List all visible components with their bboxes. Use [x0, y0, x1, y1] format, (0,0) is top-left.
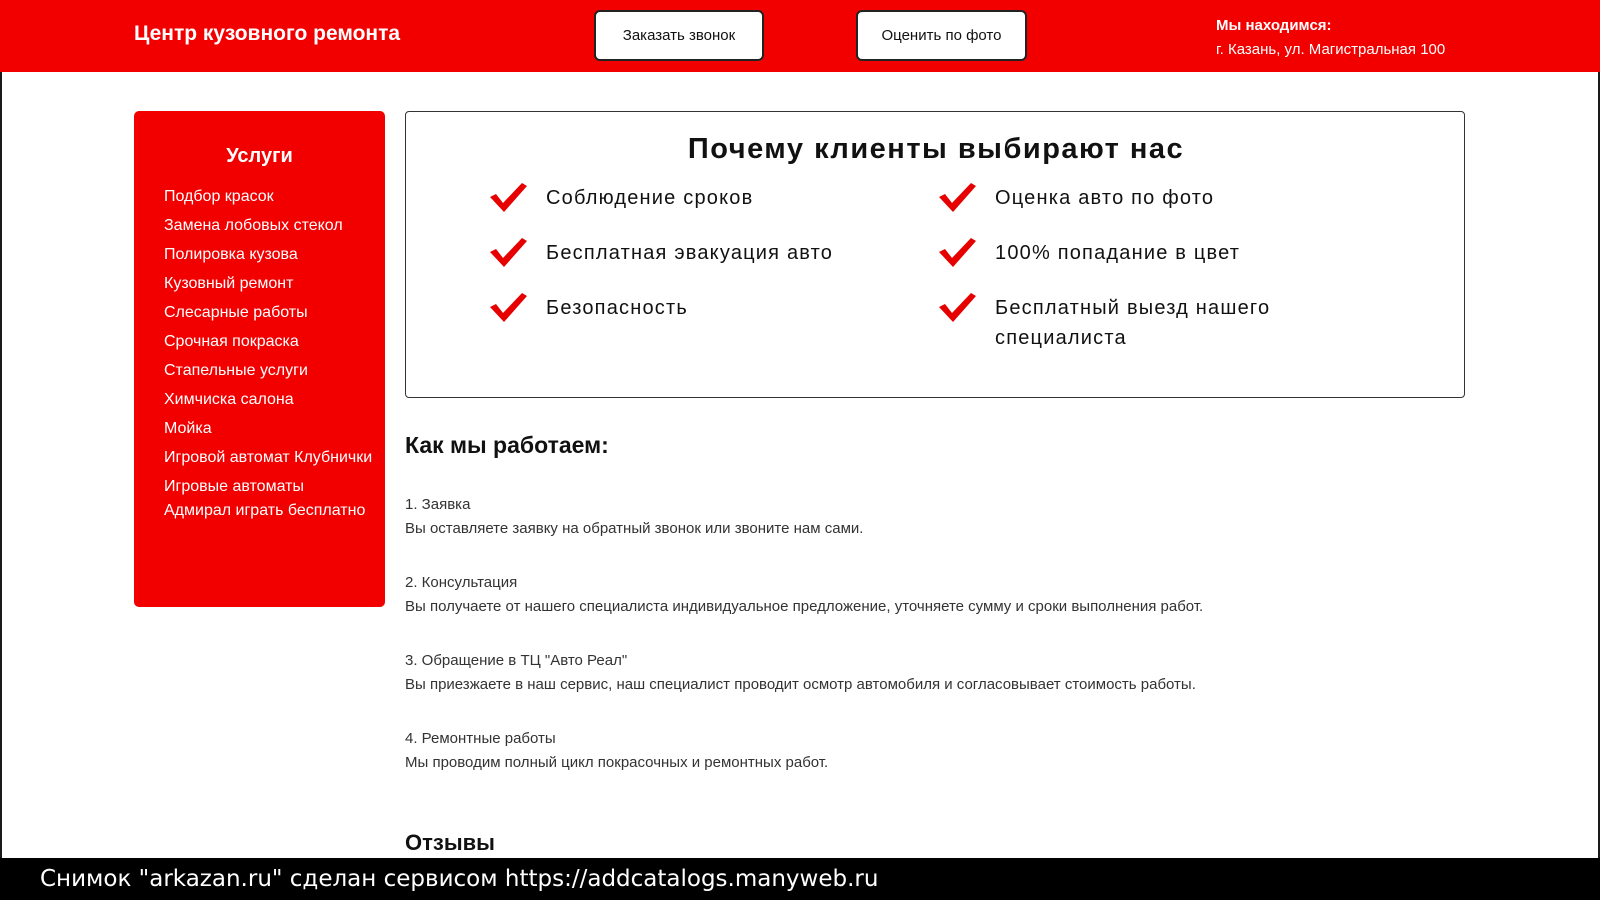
why-us-title: Почему клиенты выбирают нас — [687, 133, 1185, 165]
step-name: 3. Обращение в ТЦ "Авто Реал" — [405, 652, 628, 669]
brand-title[interactable]: Центр кузовного ремонта — [134, 22, 401, 45]
why-us-panel — [405, 111, 1465, 398]
check-icon — [488, 181, 528, 215]
step-block — [405, 727, 828, 775]
sidebar-item-frame[interactable]: Стапельные услуги — [164, 362, 308, 379]
services-list — [164, 185, 374, 528]
step-desc: Вы оставляете заявку на обратный звонок или звоните нам сами. — [405, 520, 864, 537]
sidebar-item-wash[interactable]: Мойка — [164, 420, 212, 437]
sidebar-item-slot-strawberry[interactable]: Игровой автомат Клубнички — [164, 449, 373, 466]
sidebar-item-polishing[interactable]: Полировка кузова — [164, 246, 298, 263]
step-name: 1. Заявка — [405, 496, 471, 513]
location-label: Мы находимся: — [1216, 17, 1332, 34]
sidebar-item-mechanics[interactable]: Слесарные работы — [164, 304, 308, 321]
sidebar-item-paint-matching[interactable]: Подбор красок — [164, 188, 274, 205]
feature-text: Соблюдение сроков — [546, 187, 754, 209]
step-name: 4. Ремонтные работы — [405, 730, 556, 747]
sidebar-item-body-repair[interactable]: Кузовный ремонт — [164, 275, 294, 292]
reviews-title: Отзывы — [405, 830, 495, 855]
feature-text: 100% попадание в цвет — [995, 242, 1241, 264]
feature-text: Безопасность — [546, 297, 688, 319]
how-we-work-title: Как мы работаем: — [405, 432, 609, 458]
check-icon — [937, 181, 977, 215]
site-header — [0, 0, 1600, 72]
check-icon — [937, 291, 977, 325]
feature-item — [937, 291, 1317, 353]
step-desc: Вы приезжаете в наш сервис, наш специалист проводит осмотр автомобиля и согласовывает стоимость работы. — [405, 676, 1196, 693]
feature-item — [937, 181, 1214, 215]
services-sidebar — [134, 111, 385, 607]
feature-text: Бесплатная эвакуация авто — [546, 242, 834, 264]
step-desc: Вы получаете от нашего специалиста индивидуальное предложение, уточняете сумму и сроки выполнения работ. — [405, 598, 1204, 615]
step-desc: Мы проводим полный цикл покрасочных и ремонтных работ. — [405, 754, 829, 771]
check-icon — [488, 236, 528, 270]
sidebar-title: Услуги — [226, 145, 293, 167]
sidebar-item-windshield[interactable]: Замена лобовых стекол — [164, 217, 343, 234]
check-icon — [488, 291, 528, 325]
feature-text: Оценка авто по фото — [995, 187, 1215, 209]
screenshot-caption-bar: Снимок "arkazan.ru" сделан сервисом https://addcatalogs.manyweb.ru — [0, 858, 1600, 900]
step-block — [405, 649, 1196, 697]
sidebar-item-dry-cleaning[interactable]: Химчиска салона — [164, 391, 294, 408]
location-address: г. Казань, ул. Магистральная 100 — [1216, 41, 1446, 58]
sidebar-item-urgent-paint[interactable]: Срочная покраска — [164, 333, 299, 350]
photo-estimate-button[interactable]: Оценить по фото — [856, 10, 1027, 61]
sidebar-item-slot-admiral[interactable]: Игровые автоматы Адмирал играть бесплатно — [164, 478, 366, 519]
feature-item — [488, 236, 833, 270]
step-name: 2. Консультация — [405, 574, 518, 591]
feature-item — [488, 181, 753, 215]
step-block — [405, 493, 863, 541]
check-icon — [937, 236, 977, 270]
feature-item — [488, 291, 688, 325]
feature-item — [937, 236, 1240, 270]
feature-text: Бесплатный выезд нашего специалиста — [995, 297, 1271, 349]
order-call-button[interactable]: Заказать звонок — [594, 10, 764, 61]
location-block — [1216, 14, 1445, 62]
step-block — [405, 571, 1203, 619]
